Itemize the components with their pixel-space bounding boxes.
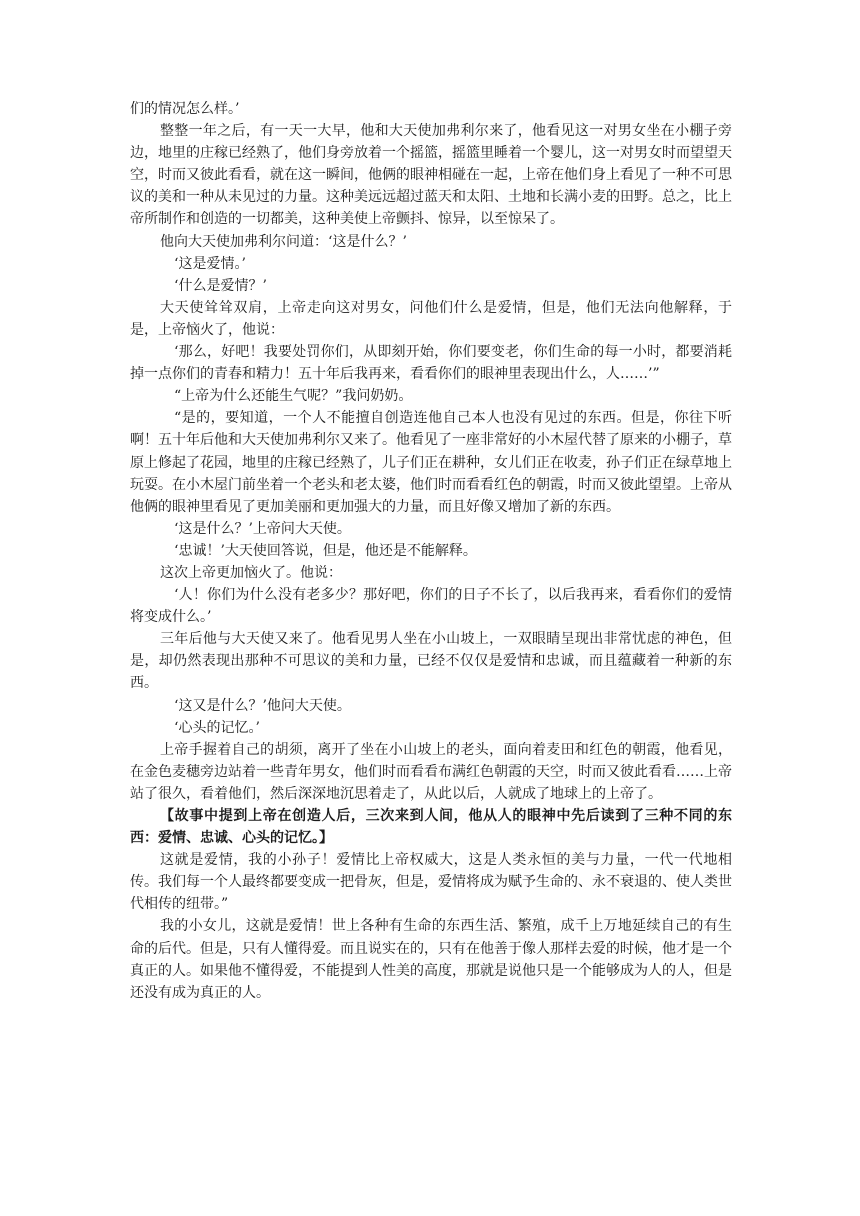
paragraph: 三年后他与大天使又来了。他看见男人坐在小山坡上，一双眼睛呈现出非常忧虑的神色，但是，却仍然表现出那种不可思议的美和力量，已经不仅仅是爱情和忠诚，而且蕴藏着一种新的东西。	[130, 631, 732, 692]
paragraph: “上帝为什么还能生气呢？”我问奶奶。	[174, 388, 413, 405]
paragraph: 大天使耸耸双肩，上帝走向这对男女，问他们什么是爱情，但是，他们无法向他解释，于是，上帝恼火了，他说：	[130, 299, 732, 338]
paragraph: ‘这是爱情。’	[174, 255, 246, 272]
paragraph: ‘这又是什么？’他问大天使。	[174, 697, 351, 714]
body-text	[130, 98, 732, 1004]
paragraph: ‘那么，好吧！我要处罚你们，从即刻开始，你们要变老，你们生命的每一小时，都要消耗掉一点你们的青春和精力！五十年后我再来，看看你们的眼神里表现出什么，人……’”	[130, 344, 732, 383]
paragraph: 他向大天使加弗利尔问道：‘这是什么？’	[160, 233, 407, 250]
paragraph: 这次上帝更加恼火了。他说：	[160, 564, 342, 581]
paragraph: ‘忠诚！’大天使回答说，但是，他还是不能解释。	[174, 542, 477, 559]
paragraph: 上帝手握着自己的胡须，离开了坐在小山坡上的老头，面向着麦田和红色的朝霞，他看见，在金色麦穗旁边站着一些青年男女，他们时而看看布满红色朝霞的天空，时而又彼此看看……上帝站了很久，看着他们，然后深深地沉思着走了，从此以后，人就成了地球上的上帝了。	[130, 741, 732, 802]
paragraph: ‘什么是爱情？’	[174, 277, 267, 294]
paragraph: 们的情况怎么样。’	[130, 101, 240, 117]
paragraph: 这就是爱情，我的小孙子！爱情比上帝权威大，这是人类永恒的美与力量，一代一代地相传。我们每一个人最终都要变成一把骨灰，但是，爱情将成为赋予生命的、永不衰退的、使人类世代相传的纽带。”	[130, 852, 732, 913]
paragraph: ‘人！你们为什么没有老多少？那好吧，你们的日子不长了，以后我再来，看看你们的爱情将变成什么。’	[130, 587, 732, 626]
paragraph: 整整一年之后，有一天一大早，他和大天使加弗利尔来了，他看见这一对男女坐在小棚子旁边，地里的庄稼已经熟了，他们身旁放着一个摇篮，摇篮里睡着一个婴儿，这一对男女时而望望天空，时而又彼此看看，就在这一瞬间，他俩的眼神相碰在一起，上帝在他们身上看见了一种不可思议的美和一种从未见过的力量。这种美远远超过蓝天和太阳、土地和长满小麦的田野。总之，比上帝所制作和创造的一切都美，这种美使上帝颤抖、惊异，以至惊呆了。	[130, 123, 732, 228]
paragraph: “是的，要知道，一个人不能擅自创造连他自己本人也没有见过的东西。但是，你往下听啊！五十年后他和大天使加弗利尔又来了。他看见了一座非常好的小木屋代替了原来的小棚子，草原上修起了花园，地里的庄稼已经熟了，儿子们正在耕种，女儿们正在收麦，孙子们正在绿草地上玩耍。在小木屋门前坐着一个老头和老太婆，他们时而看看红色的朝霞，时而又彼此望望。上帝从他俩的眼神里看见了更加美丽和更加强大的力量，而且好像又增加了新的东西。	[130, 410, 732, 515]
paragraph: 我的小女儿，这就是爱情！世上各种有生命的东西生活、繁殖，成千上万地延续自己的有生命的后代。但是，只有人懂得爱。而且说实在的，只有在他善于像人那样去爱的时候，他才是一个真正的人。如果他不懂得爱，不能提到人性美的高度，那就是说他只是一个能够成为人的人，但是还没有成为真正的人。	[130, 918, 732, 1001]
paragraph-bracket-note: 【故事中提到上帝在创造人后，三次来到人间，他从人的眼神中先后读到了三种不同的东西：爱情、忠诚、心头的记忆。】	[130, 808, 732, 847]
paragraph: ‘心头的记忆。’	[174, 719, 260, 736]
paragraph: ‘这是什么？’上帝问大天使。	[174, 520, 351, 537]
